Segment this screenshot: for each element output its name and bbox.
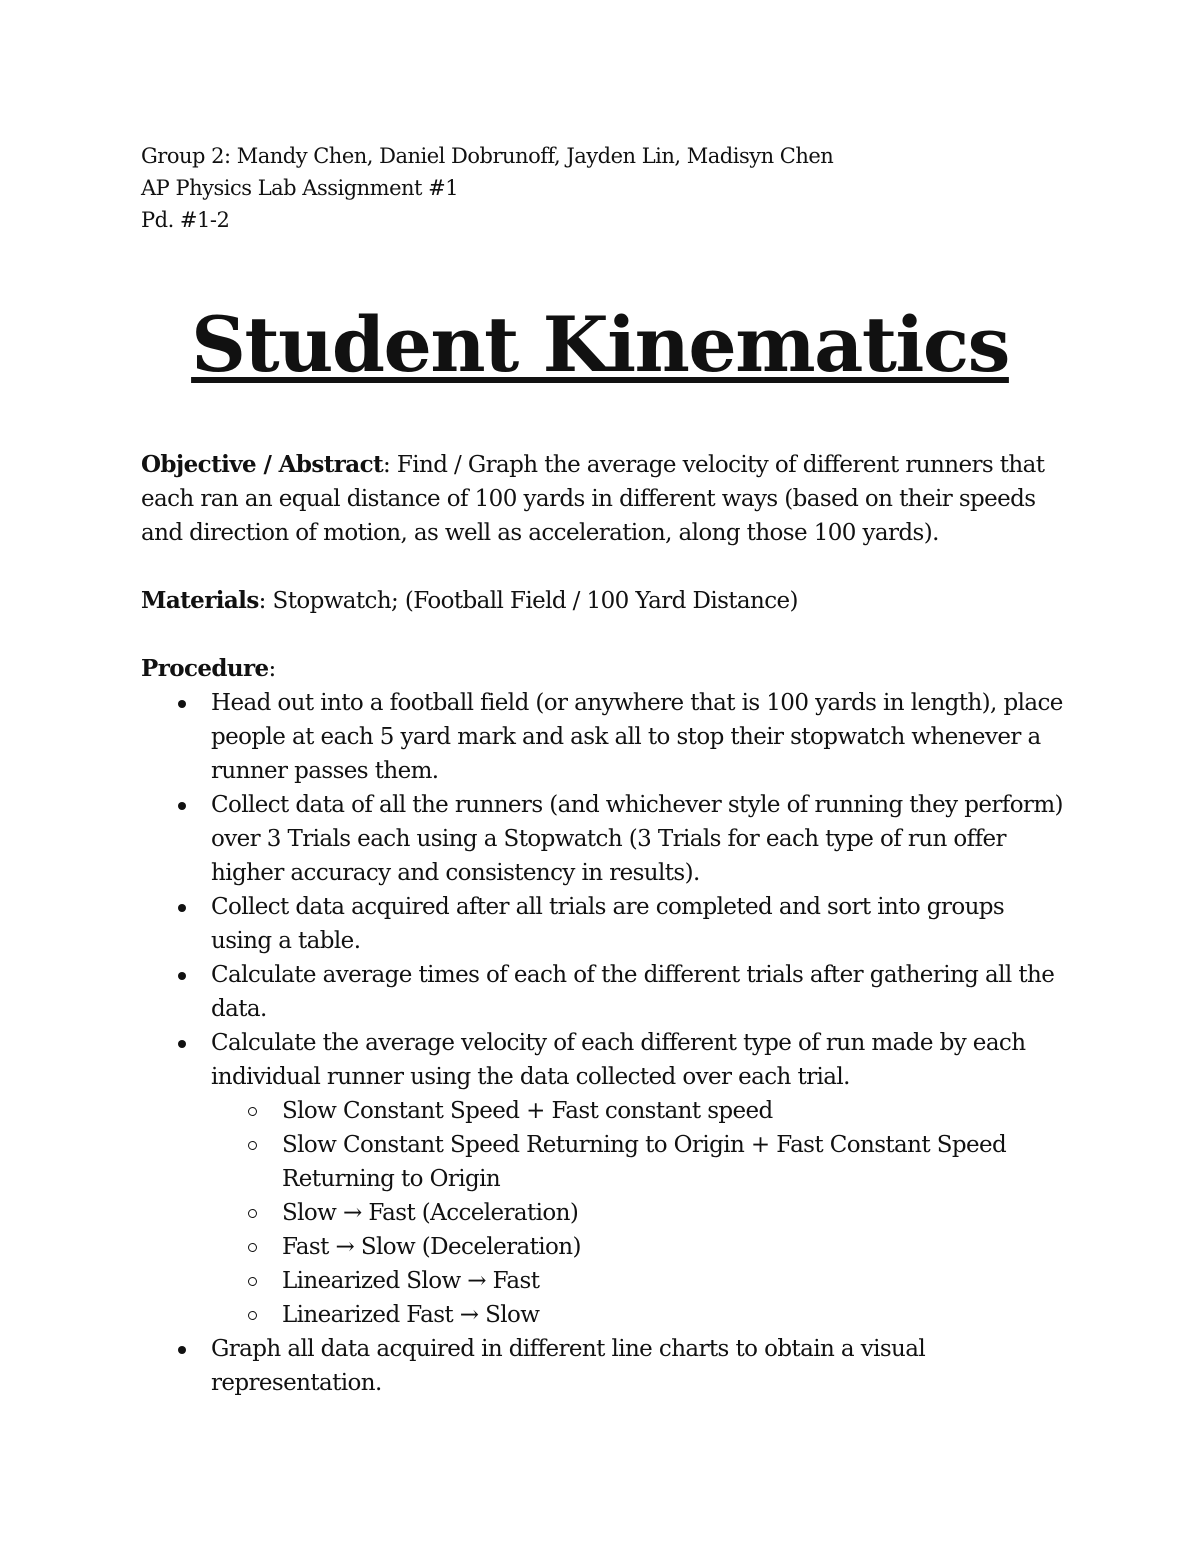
objective-paragraph <box>141 448 1071 550</box>
bullet-icon <box>178 972 186 980</box>
run-type-text: Fast → Slow (Deceleration) <box>282 1234 581 1260</box>
run-type-item <box>282 1128 1071 1196</box>
procedure-label: Procedure <box>141 655 269 682</box>
procedure-steps-list <box>141 686 1071 1400</box>
document-body <box>141 448 1071 1400</box>
run-type-text: Slow Constant Speed Returning to Origin + Fast Constant Speed Returning to Origin <box>282 1132 1007 1192</box>
run-type-text: Linearized Fast → Slow <box>282 1302 540 1328</box>
procedure-step-text: Head out into a football field (or anywhere that is 100 yards in length), place people at each 5 yard mark and ask all to stop their stopwatch whenever a runner passes them. <box>211 690 1063 784</box>
objective-label: Objective / Abstract <box>141 451 383 478</box>
procedure-heading <box>141 652 1071 686</box>
procedure-step <box>211 1332 1071 1400</box>
hollow-bullet-icon <box>248 1209 257 1218</box>
assignment-line: AP Physics Lab Assignment #1 <box>141 176 459 200</box>
procedure-step-text: Calculate the average velocity of each different type of run made by each individual runner using the data collected over each trial. <box>211 1030 1026 1090</box>
run-types-list <box>211 1094 1071 1332</box>
document-title: Student Kinematics <box>191 300 1009 389</box>
run-type-item <box>282 1230 1071 1264</box>
hollow-bullet-icon <box>248 1107 257 1116</box>
materials-paragraph <box>141 584 1071 618</box>
bullet-icon <box>178 1346 186 1354</box>
materials-text: : Stopwatch; (Football Field / 100 Yard Distance) <box>258 588 798 614</box>
procedure-colon: : <box>268 656 276 682</box>
bullet-icon <box>178 1040 186 1048</box>
procedure-step-text: Collect data acquired after all trials are completed and sort into groups using a table. <box>211 894 1005 954</box>
document-header <box>141 140 833 236</box>
procedure-step <box>211 958 1071 1026</box>
run-type-item <box>282 1094 1071 1128</box>
procedure-step-text: Calculate average times of each of the different trials after gathering all the data. <box>211 962 1055 1022</box>
procedure-step <box>211 686 1071 788</box>
procedure-step <box>211 788 1071 890</box>
hollow-bullet-icon <box>248 1141 257 1150</box>
run-type-text: Slow Constant Speed + Fast constant speed <box>282 1098 773 1124</box>
hollow-bullet-icon <box>248 1243 257 1252</box>
run-type-text: Linearized Slow → Fast <box>282 1268 540 1294</box>
objective-text: : Find / Graph the average velocity of different runners that each ran an equal distance of 100 yards in different ways (based on their speeds and direction of motion, as well as acceleration, along those 100 yards). <box>141 452 1045 546</box>
run-type-text: Slow → Fast (Acceleration) <box>282 1200 579 1226</box>
hollow-bullet-icon <box>248 1311 257 1320</box>
procedure-step <box>211 890 1071 958</box>
run-type-item <box>282 1264 1071 1298</box>
run-type-item <box>282 1298 1071 1332</box>
bullet-icon <box>178 904 186 912</box>
materials-label: Materials <box>141 587 259 614</box>
group-members-line: Group 2: Mandy Chen, Daniel Dobrunoff, Jayden Lin, Madisyn Chen <box>141 144 834 168</box>
procedure-step-text: Graph all data acquired in different line charts to obtain a visual representation. <box>211 1336 926 1396</box>
bullet-icon <box>178 700 186 708</box>
bullet-icon <box>178 802 186 810</box>
procedure-step-text: Collect data of all the runners (and whichever style of running they perform) over 3 Trials each using a Stopwatch (3 Trials for each type of run offer higher accuracy and consistency in results). <box>211 792 1063 886</box>
run-type-item <box>282 1196 1071 1230</box>
period-line: Pd. #1-2 <box>141 208 230 232</box>
procedure-step <box>211 1026 1071 1332</box>
hollow-bullet-icon <box>248 1277 257 1286</box>
